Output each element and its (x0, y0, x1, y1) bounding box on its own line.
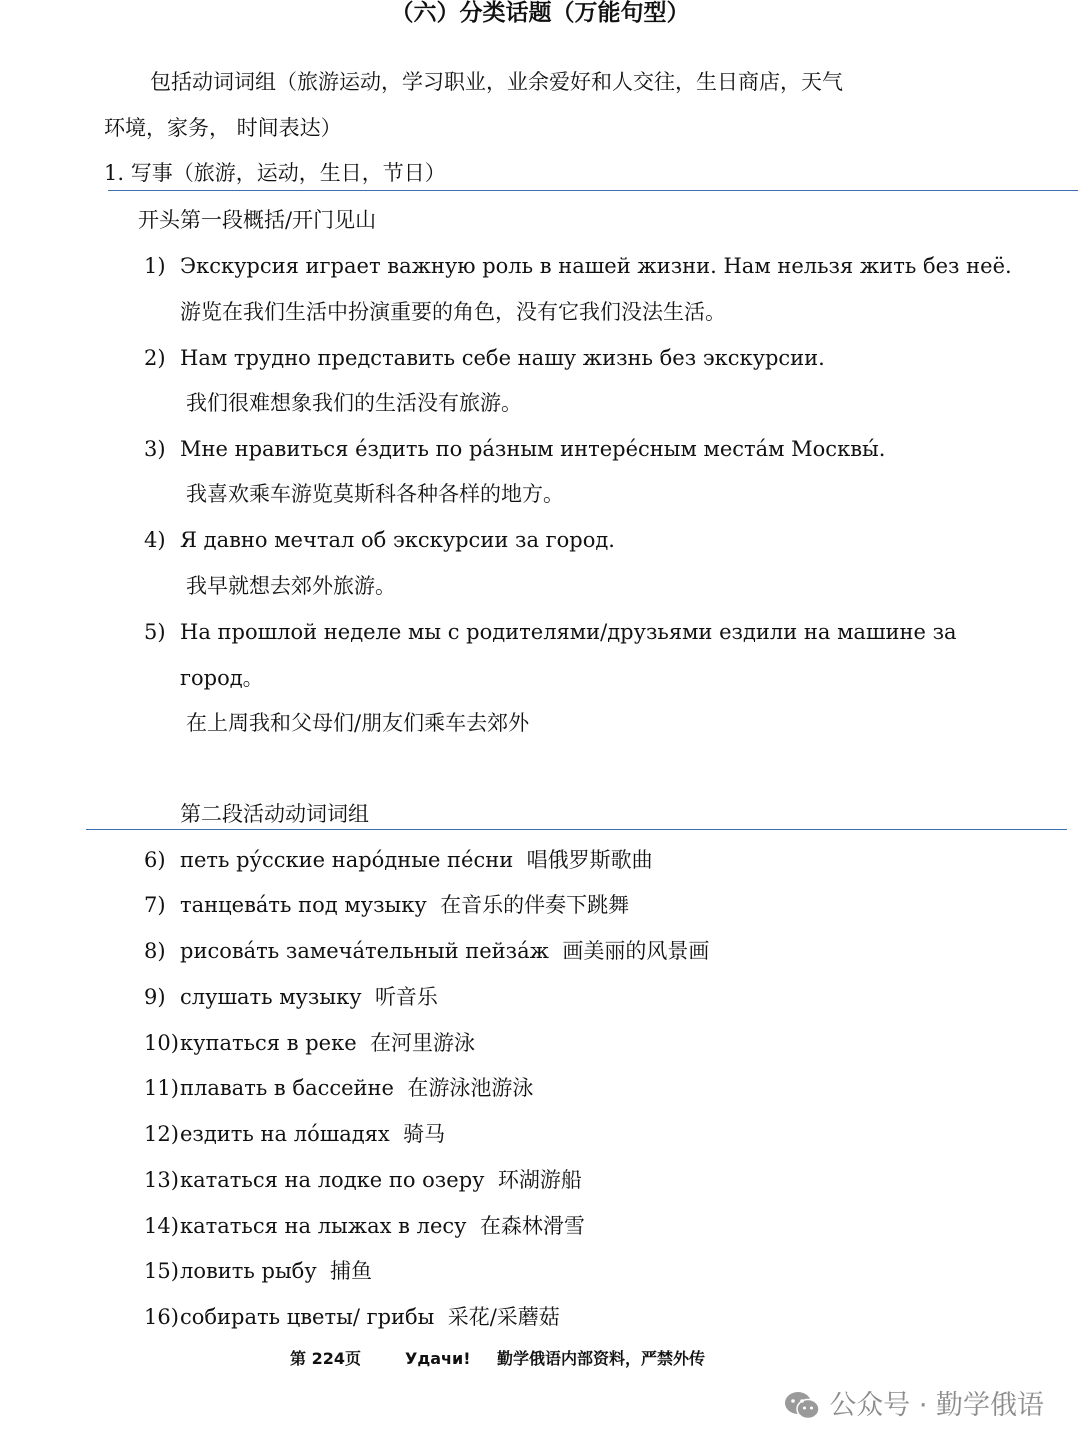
phrase-chinese: 听音乐 (374, 985, 438, 1009)
phrase-number: 12) (144, 1122, 179, 1146)
phrase-number: 13) (144, 1168, 179, 1192)
item-number: 4) (144, 528, 166, 552)
item-number: 1) (144, 254, 166, 278)
footer-notice: 勤学俄语内部资料，严禁外传 (497, 1349, 706, 1368)
phrase-row (180, 1255, 372, 1287)
phrase-chinese: 画美丽的风景画 (562, 939, 710, 963)
footer-slogan: Удачи! (405, 1349, 471, 1368)
phrase-chinese: 在音乐的伴奏下跳舞 (440, 893, 630, 917)
watermark-text: 公众号 · 勤学俄语 (829, 1390, 1044, 1421)
wechat-icon (783, 1390, 821, 1422)
item-number: 2) (144, 346, 166, 370)
item-russian: Я давно мечтал об экскурсии за город. (180, 528, 615, 552)
phrase-russian: рисова́ть замеча́тельный пейза́ж (180, 939, 549, 963)
phrase-number: 10) (144, 1031, 179, 1055)
page-title: （六）分类话题（万能句型） (390, 0, 690, 26)
phrase-russian: собирать цветы/ грибы (180, 1305, 435, 1329)
item-number: 5) (144, 620, 166, 644)
phrase-number: 9) (144, 985, 166, 1009)
phrase-russian: слушать музыку (180, 985, 362, 1009)
item-number: 3) (144, 437, 166, 461)
phrase-chinese: 在游泳池游泳 (407, 1076, 534, 1100)
phrase-number: 16) (144, 1305, 179, 1329)
phrase-russian: танцева́ть под музыку (180, 893, 427, 917)
phrase-russian: кататься на лодке по озеру (180, 1168, 485, 1192)
phrase-row (180, 935, 709, 967)
phrase-russian: кататься на лыжах в лесу (180, 1214, 467, 1238)
phrase-number: 7) (144, 893, 166, 917)
phrase-row (180, 1072, 533, 1104)
phrase-row (180, 889, 629, 921)
phrase-number: 6) (144, 848, 166, 872)
section-heading: 1. 写事（旅游，运动，生日，节日） (104, 161, 446, 185)
phrase-chinese: 捕鱼 (330, 1259, 373, 1283)
item-chinese: 我早就想去郊外旅游。 (186, 574, 396, 598)
phrase-chinese: 在森林滑雪 (479, 1214, 585, 1238)
item-russian-continued: город。 (180, 666, 264, 690)
phrase-chinese: 骑马 (403, 1122, 446, 1146)
phrase-russian: плавать в бассейне (180, 1076, 394, 1100)
item-russian: Экскурсия играет важную роль в нашей жизни. Нам нельзя жить без неё. (180, 254, 1012, 278)
item-russian: Мне нравиться е́здить по ра́зным интере́сным места́м Москвы́. (180, 437, 886, 461)
phrase-number: 11) (144, 1076, 179, 1100)
phrase-row (180, 1027, 475, 1059)
phrase-number: 15) (144, 1259, 179, 1283)
watermark (783, 1386, 1044, 1426)
phrase-chinese: 采花/采蘑菇 (447, 1305, 560, 1329)
phrase-chinese: 环湖游船 (497, 1168, 582, 1192)
item-russian: Нам трудно представить себе нашу жизнь без экскурсии. (180, 346, 825, 370)
intro-line-2: 环境，家务， 时间表达） (104, 116, 342, 140)
phrase-row (180, 1118, 445, 1150)
phrase-number: 8) (144, 939, 166, 963)
phrase-russian: петь ру́сские наро́дные пе́сни (180, 848, 514, 872)
section-rule-middle (86, 829, 1067, 830)
paragraph-1-label: 开头第一段概括/开门见山 (138, 208, 377, 232)
phrase-number: 14) (144, 1214, 179, 1238)
phrase-row (180, 1164, 582, 1196)
phrase-row (180, 844, 653, 876)
item-chinese: 我们很难想象我们的生活没有旅游。 (186, 391, 522, 415)
item-chinese: 游览在我们生活中扮演重要的角色，没有它我们没法生活。 (180, 300, 726, 324)
intro-line-1: 包括动词词组（旅游运动，学习职业，业余爱好和人交往，生日商店，天气 (150, 70, 843, 94)
section-rule-top (108, 190, 1078, 191)
phrase-russian: купаться в реке (180, 1031, 357, 1055)
phrase-chinese: 唱俄罗斯歌曲 (526, 848, 653, 872)
item-chinese: 我喜欢乘车游览莫斯科各种各样的地方。 (186, 482, 564, 506)
item-russian: На прошлой неделе мы с родителями/друзьями ездили на машине за (180, 620, 957, 644)
phrase-russian: ездить на ло́шадях (180, 1122, 390, 1146)
phrase-russian: ловить рыбу (180, 1259, 317, 1283)
phrase-row (180, 981, 438, 1013)
phrase-row (180, 1301, 560, 1333)
item-chinese: 在上周我和父母们/朋友们乘车去郊外 (186, 711, 530, 735)
page-number: 第 224页 (290, 1349, 361, 1368)
phrase-chinese: 在河里游泳 (370, 1031, 476, 1055)
phrase-row (180, 1210, 585, 1242)
paragraph-2-label: 第二段活动动词词组 (180, 802, 369, 826)
